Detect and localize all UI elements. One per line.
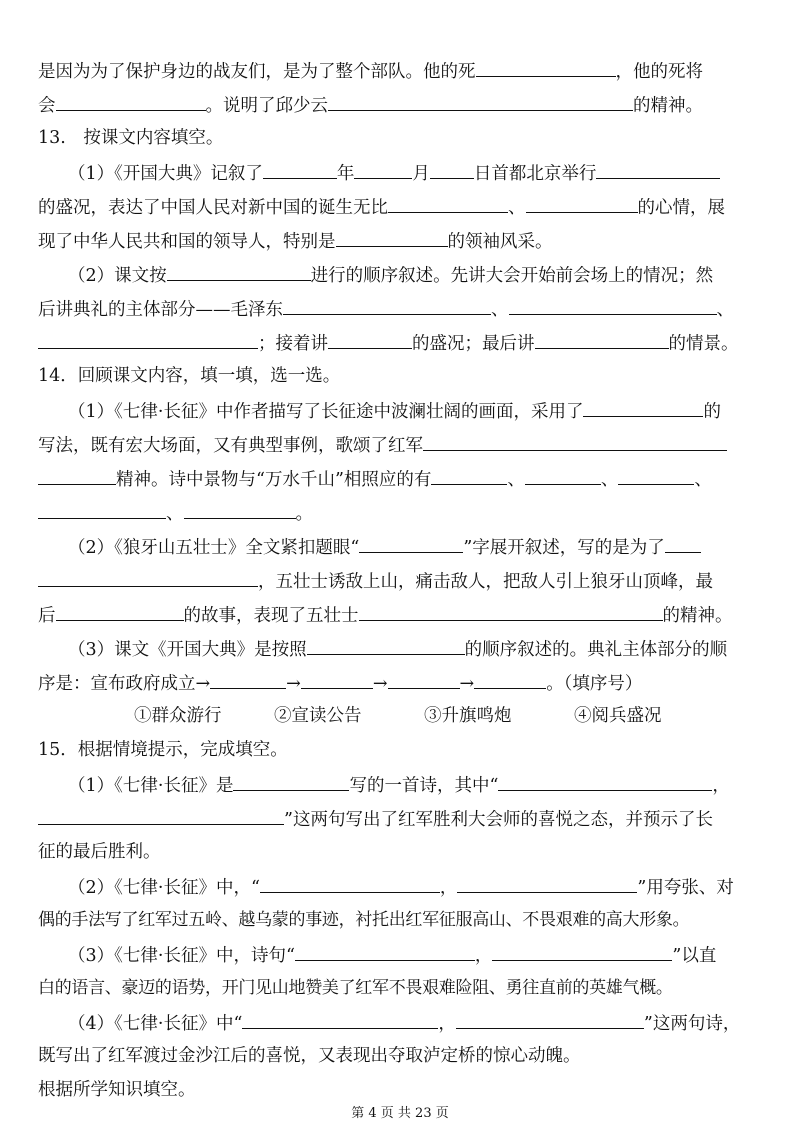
blank[interactable] — [184, 504, 296, 519]
option-1: ①群众游行 — [134, 706, 222, 726]
text-line: （1）《开国大典》记叙了 年 月 日首都北京举行 — [68, 164, 720, 184]
blank[interactable] — [336, 232, 448, 247]
text-line: 根据所学知识填空。 — [38, 1080, 196, 1100]
text-line: （1）《七律·长征》中作者描写了长征途中波澜壮阔的画面，采用了 的 — [68, 402, 721, 422]
text-line: 后 的故事，表现了五壮士 的精神。 — [38, 606, 733, 626]
page-footer: 第 4 页 共 23 页 — [351, 1106, 449, 1121]
blank[interactable] — [665, 538, 701, 553]
text-line: 征的最后胜利。 — [38, 842, 161, 862]
question-14-heading: 14．回顾课文内容，填一填，选一选。 — [38, 366, 341, 386]
text-line: 既写出了红军渡过金沙江后的喜悦，又表现出夺取泸定桥的惊心动魄。 — [38, 1046, 581, 1066]
blank[interactable] — [56, 96, 206, 111]
blank[interactable] — [242, 1014, 438, 1029]
text-line: 写法，既有宏大场面，又有典型事例，歌颂了红军 — [38, 436, 727, 456]
text-line: 后讲典礼的主体部分——毛泽东 、 、 — [38, 300, 734, 320]
blank[interactable] — [263, 164, 337, 179]
text-line: 的盛况，表达了中国人民对新中国的诞生无比 、 的心情，展 — [38, 198, 725, 218]
option-4: ④阅兵盛况 — [574, 706, 662, 726]
text-line: （1）《七律·长征》是 写的一首诗，其中“ ， — [68, 776, 730, 796]
option-list — [134, 708, 662, 726]
blank[interactable] — [525, 470, 601, 485]
blank[interactable] — [38, 572, 258, 587]
option-2: ②宣读公告 — [274, 706, 362, 726]
question-13-heading: 13. 按课文内容填空。 — [38, 128, 224, 148]
text-line: 是因为为了保护身边的战友们，是为了整个部队。他的死 ，他的死将 — [38, 62, 703, 82]
blank[interactable] — [535, 334, 669, 349]
text-line: （2）课文按 进行的顺序叙述。先讲大会开始前会场上的情况；然 — [68, 266, 714, 286]
blank[interactable] — [260, 878, 440, 893]
text-line: 精神。诗中景物与“万水千山”相照应的有 、 、 、 — [38, 470, 712, 490]
blank[interactable] — [38, 504, 166, 519]
blank[interactable] — [307, 640, 465, 655]
option-3: ③升旗鸣炮 — [424, 706, 512, 726]
blank[interactable] — [328, 334, 412, 349]
text-line: ，五壮士诱敌上山，痛击敌人，把敌人引上狼牙山顶峰，最 — [38, 572, 713, 592]
text-line: （2）《七律·长征》中，“ ， ”用夸张、对 — [68, 878, 734, 898]
blank[interactable] — [596, 164, 720, 179]
text-line: 现了中华人民共和国的领导人，特别是 的领袖风采。 — [38, 232, 553, 252]
blank[interactable] — [359, 606, 663, 621]
blank[interactable] — [498, 776, 712, 791]
blank[interactable] — [430, 164, 474, 179]
blank[interactable] — [431, 470, 507, 485]
blank[interactable] — [233, 776, 349, 791]
blank[interactable] — [457, 878, 637, 893]
blank[interactable] — [210, 674, 286, 689]
blank[interactable] — [388, 198, 508, 213]
text-line: 序是：宣布政府成立→ → → → 。（填序号） — [38, 674, 643, 694]
text-line: （3）《七律·长征》中，诗句“ ， ”以直 — [68, 946, 717, 966]
text-line: ”这两句写出了红军胜利大会师的喜悦之态，并预示了长 — [38, 810, 713, 830]
text-line: 、 。 — [38, 504, 313, 524]
blank[interactable] — [492, 946, 672, 961]
blank[interactable] — [618, 470, 694, 485]
blank[interactable] — [423, 436, 727, 451]
text-line: 偶的手法写了红军过五岭、越乌蒙的事迹，衬托出红军征服高山、不畏艰难的高大形象。 — [38, 910, 690, 930]
question-15-heading: 15．根据情境提示，完成填空。 — [38, 740, 288, 760]
blank[interactable] — [456, 1014, 644, 1029]
blank[interactable] — [56, 606, 184, 621]
text-line: （4）《七律·长征》中“ ， ”这两句诗， — [68, 1014, 741, 1034]
text-line: 白的语言、豪迈的语势，开门见山地赞美了红军不畏艰难险阻、勇往直前的英雄气概。 — [38, 978, 673, 998]
blank[interactable] — [38, 334, 258, 349]
blank[interactable] — [167, 266, 311, 281]
blank[interactable] — [328, 96, 633, 111]
text-line: ；接着讲 的盛况；最后讲 的情景。 — [38, 334, 739, 354]
blank[interactable] — [476, 62, 616, 77]
blank[interactable] — [388, 674, 460, 689]
blank[interactable] — [301, 674, 373, 689]
blank[interactable] — [354, 164, 412, 179]
blank[interactable] — [474, 674, 546, 689]
blank[interactable] — [359, 538, 463, 553]
blank[interactable] — [526, 198, 638, 213]
text-line: 会 。说明了邱少云 的精神。 — [38, 96, 703, 116]
blank[interactable] — [38, 470, 116, 485]
blank[interactable] — [583, 402, 703, 417]
blank[interactable] — [509, 300, 717, 315]
blank[interactable] — [295, 946, 475, 961]
text-line: （2）《狼牙山五壮士》全文紧扣题眼“ ”字展开叙述，写的是为了 — [68, 538, 701, 558]
blank[interactable] — [38, 810, 284, 825]
text-line: （3）课文《开国大典》是按照 的顺序叙述的。典礼主体部分的顺 — [68, 640, 728, 660]
blank[interactable] — [283, 300, 491, 315]
